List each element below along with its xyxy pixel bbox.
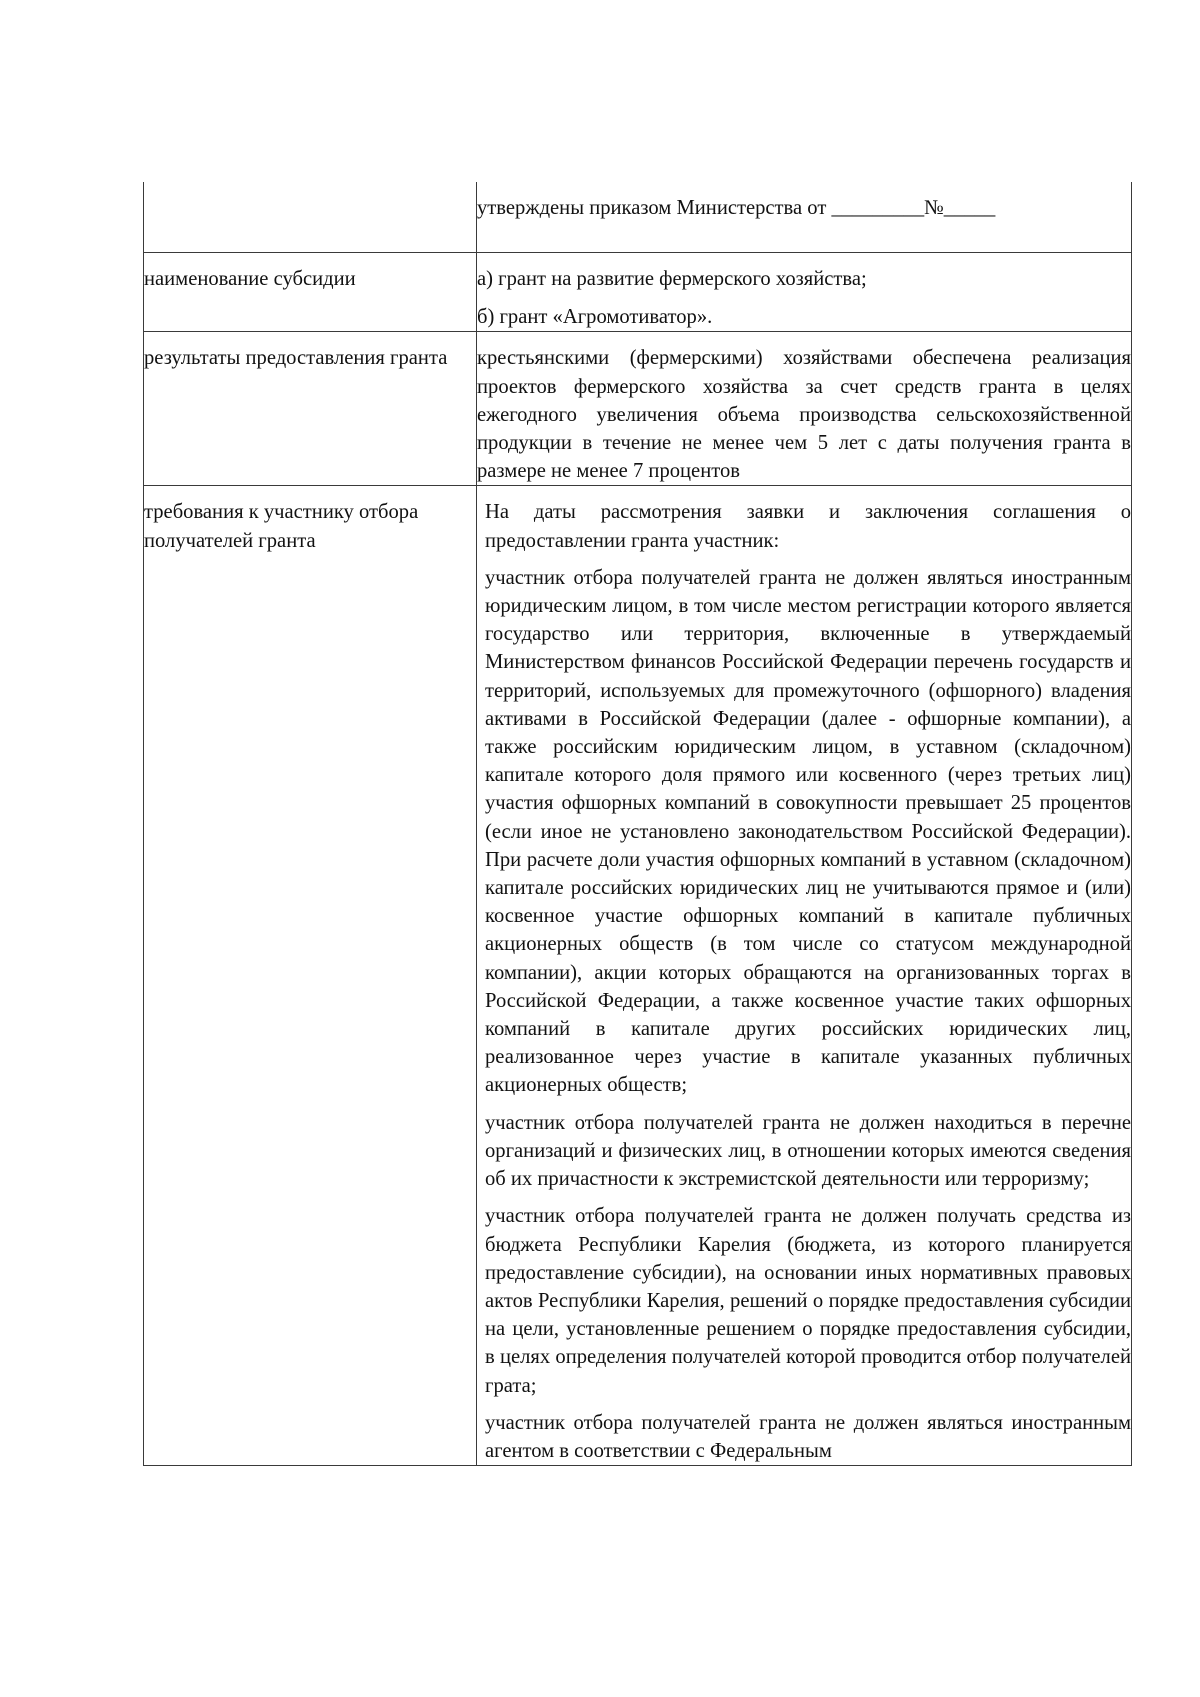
requirement-paragraph: участник отбора получателей гранта не должен получать средства из бюджета Республики Карелия (бюджета, из которого планируется предоставление субсидии), на основании иных нормативных правовых актов Республики Карелия, решений о порядке предоставления субсидии на цели, установленные решением о порядке предоставления субсидии, в целях определения получателей которой проводится отбор получателей грата; <box>485 1205 1131 1397</box>
approval-line: утверждены приказом Министерства от _________№_____ <box>477 197 996 219</box>
row-label: требования к участнику отбора получателей гранта <box>144 501 419 552</box>
requirement-paragraph: участник отбора получателей гранта не должен являться иностранным агентом в соответствии с Федеральным <box>485 1411 1131 1462</box>
table-cell-label <box>144 253 477 332</box>
table-row <box>144 253 1132 332</box>
subsidy-item: а) грант на развитие фермерского хозяйства; <box>477 268 867 290</box>
row-label: результаты предоставления гранта <box>144 347 448 370</box>
requirement-paragraph: участник отбора получателей гранта не должен находиться в перечне организаций и физических лиц, в отношении которых имеются сведения об их причастности к экстремистской деятельности или терроризму; <box>485 1111 1131 1191</box>
table-row <box>144 332 1132 486</box>
table-cell-content <box>477 182 1132 253</box>
subsidy-item: б) грант «Агромотиватор». <box>477 306 713 329</box>
requirement-paragraph: участник отбора получателей гранта не должен являться иностранным юридическим лицом, в том числе местом регистрации которого является государство или территория, включенные в утверждаемый Министерством финансов Российской Федерации перечень государств и территорий, используемых для промежуточного (офшорного) владения активами в Российской Федерации (далее - офшорные компании), а также российским юридическим лицом, в уставном (складочном) капитале которого доля прямого или косвенного (через третьих лиц) участия офшорных компаний в совокупности превышает 25 процентов (если иное не установлено законодательством Российской Федерации). При расчете доли участия офшорных компаний в уставном (складочном) капитале российских юридических лиц не учитываются прямое и (или) косвенное участие офшорных компаний в капитале публичных акционерных обществ (в том числе со статусом международной компании), акции которых обращаются на организованных торгах в Российской Федерации, а также косвенное участие таких офшорных компаний в капитале других российских юридических лиц, реализованное через участие в капитале указанных публичных акционерных обществ; <box>485 566 1131 1097</box>
table-row <box>144 182 1132 253</box>
table-cell-label <box>144 182 477 253</box>
table-cell-content <box>477 253 1132 332</box>
grant-results-text: крестьянскими (фермерскими) хозяйствами обеспечена реализация проектов фермерского хозяйства за счет средств гранта в целях ежегодного увеличения объема производства сельскохозяйственной продукции в течение не менее чем 5 лет с даты получения гранта в размере не менее 7 процентов <box>477 347 1131 483</box>
requirements-table <box>143 182 1132 1466</box>
table-cell-content <box>477 486 1132 1466</box>
table-cell-label <box>144 486 477 1466</box>
requirement-paragraph: На даты рассмотрения заявки и заключения соглашения о предоставлении гранта участник: <box>485 501 1131 552</box>
table-cell-label <box>144 332 477 486</box>
table-row <box>144 486 1132 1466</box>
table-cell-content <box>477 332 1132 486</box>
row-label: наименование субсидии <box>144 268 356 290</box>
